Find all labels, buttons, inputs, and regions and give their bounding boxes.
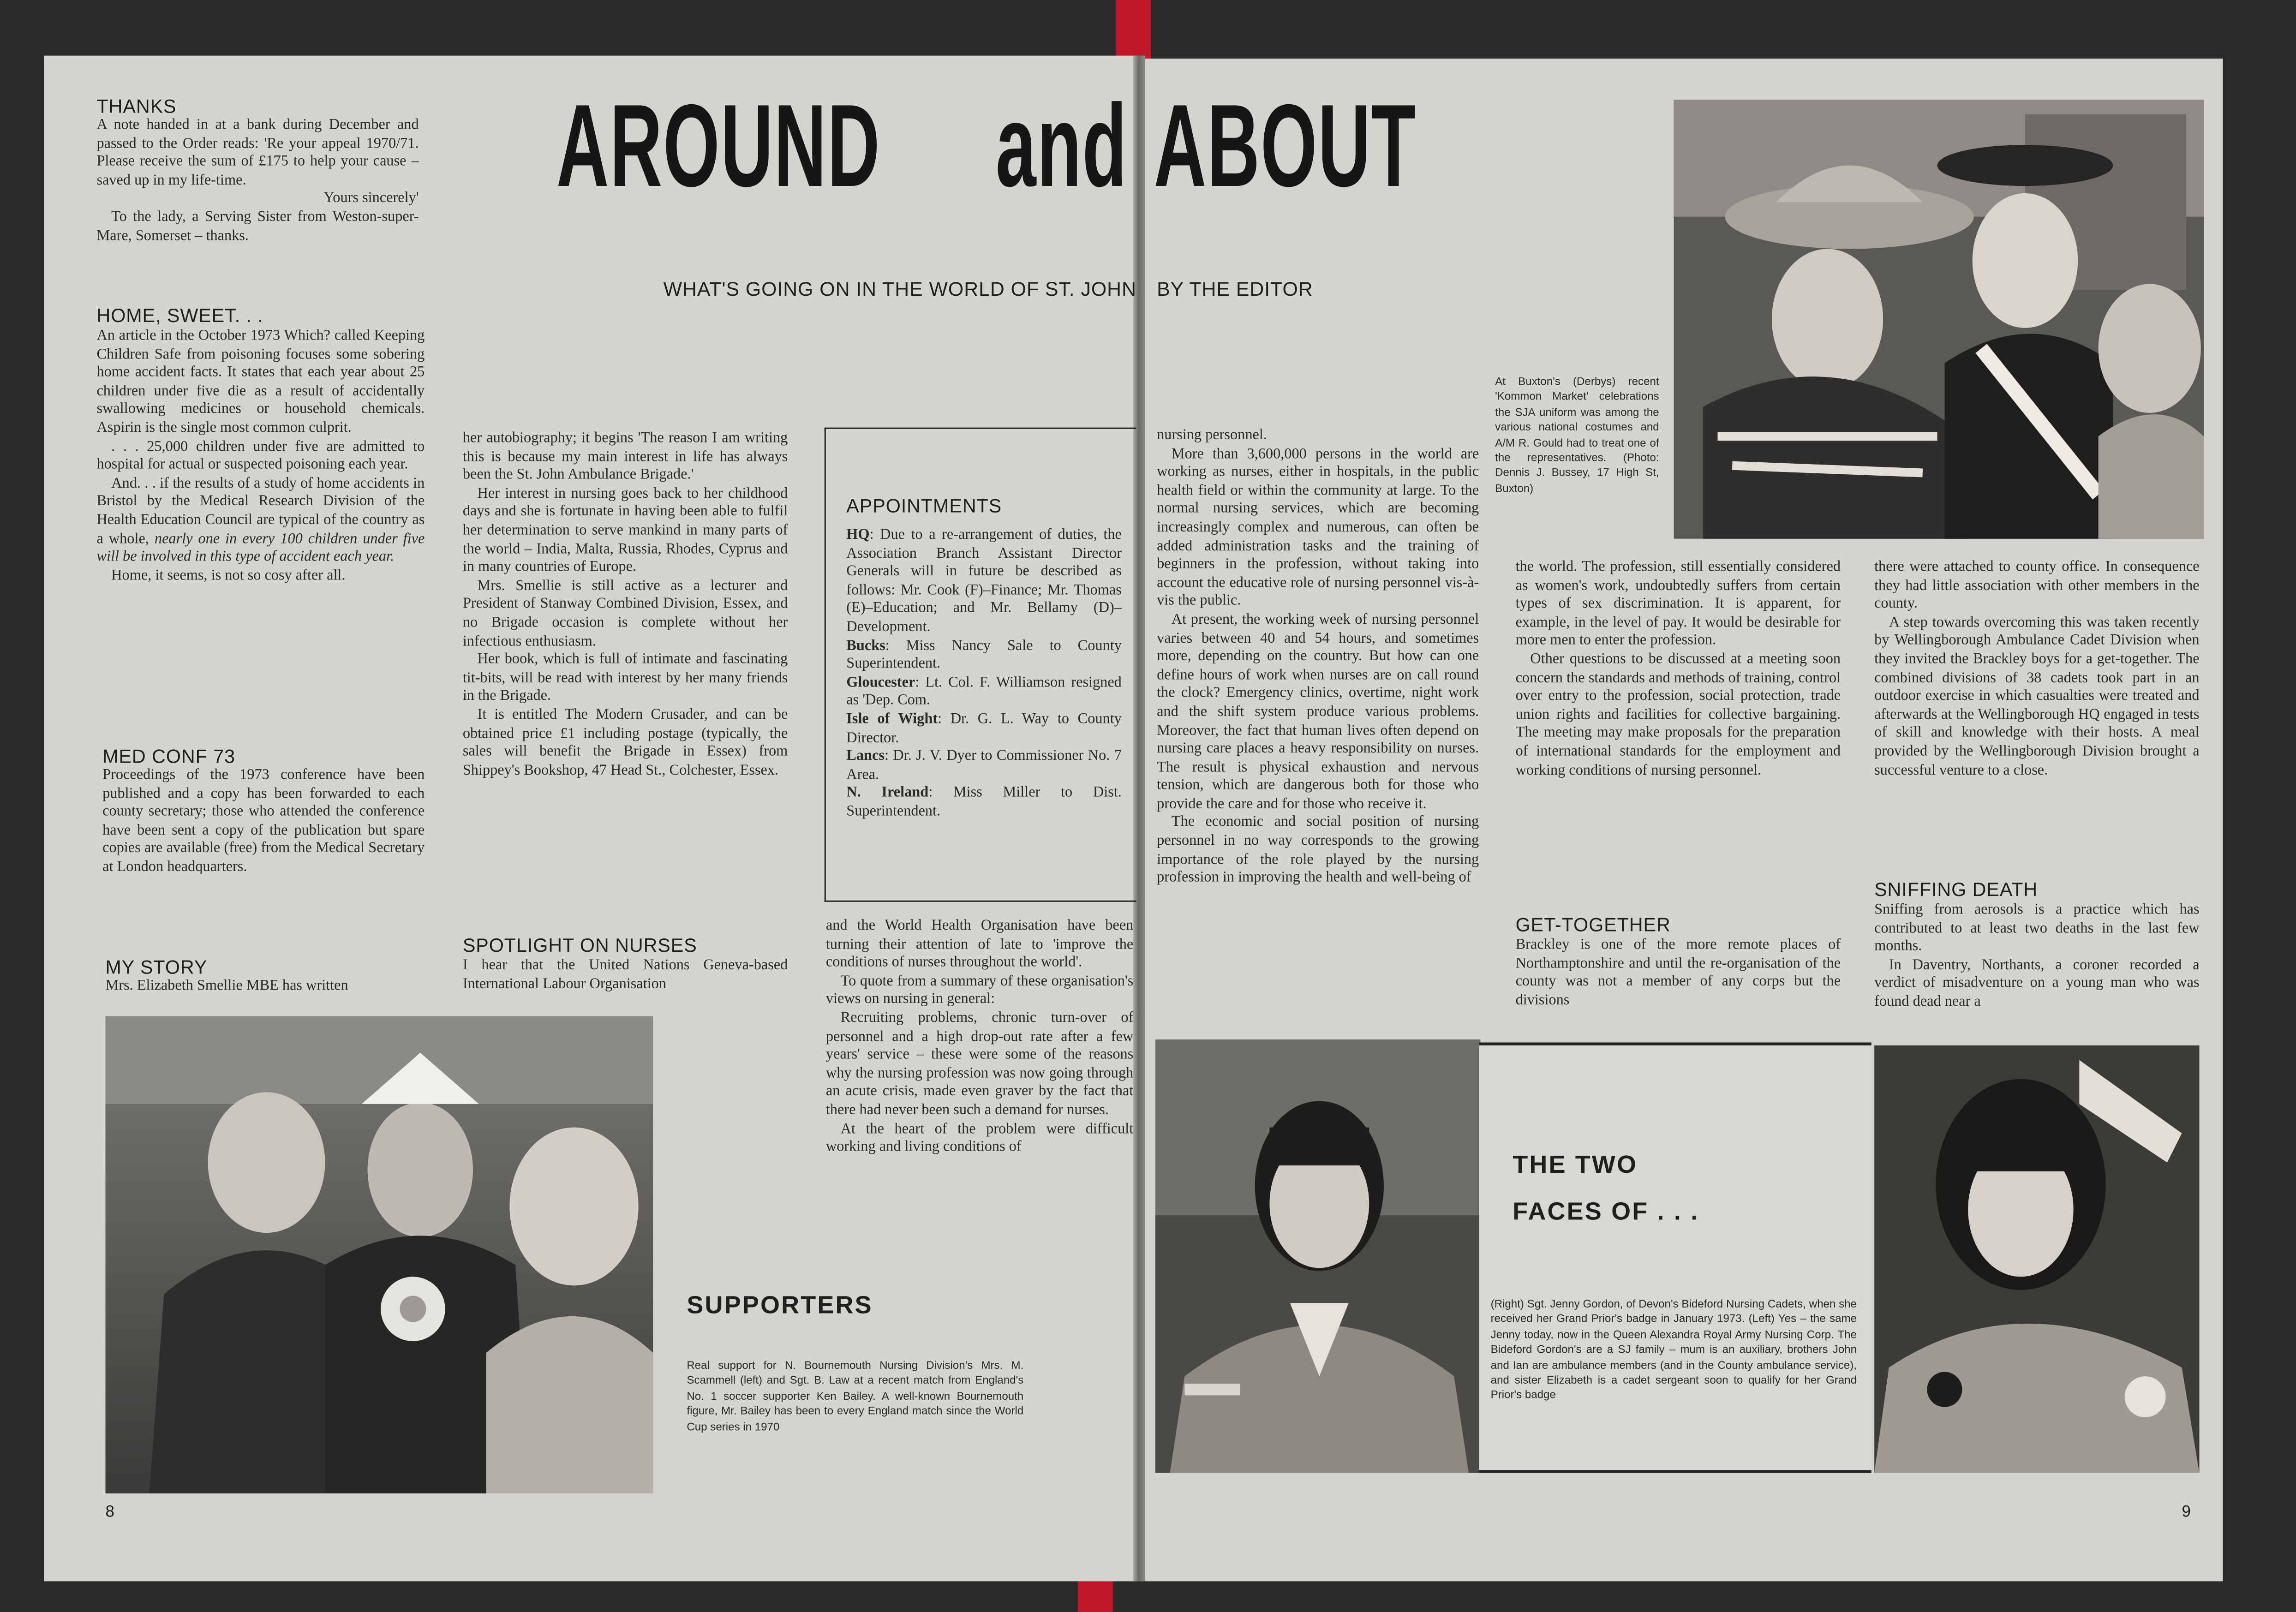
spotlight-p4: Recruiting problems, chronic turn-over of personnel and a high drop-out rate after a few years' service – these were some of the reasons why the nursing profession was now going through an acute crisis, made even graver by the fact that there had never been such a demand for nurses. xyxy=(825,1010,1134,1119)
sniffing-body xyxy=(1874,902,2200,1013)
my-story-p1: Mrs. Elizabeth Smellie MBE has written xyxy=(105,978,348,994)
two-faces-heading-2: FACES OF . . . xyxy=(1513,1197,1699,1226)
get-together-p1: Brackley is one of the more remote places of Northamptonshire and until the re-organisation of the county was not a member of any corps but the divisions xyxy=(1515,937,1841,1009)
spotlight-p8: At present, the working week of nursing personnel varies between 40 and 54 hours, and sometimes more, depending on the country. But how can one define hours of work when nurses are on call round the clock? Emergency clinics, overtime, night work and the shift system produce various problems. Moreover, the fact that human lives often depend on nursing care places a heavy responsibility on nurses. The result is physical exhaustion and nervous tension, which are dangerous both for those who provide the care and for those who receive it. xyxy=(1157,612,1479,812)
get-together-p3: A step towards overcoming this was taken recently by Wellingborough Ambulance Cadet Division when they invited the Brackley boys for a get-together. The combined divisions of 38 cadets took part in an outdoor exercise in which casualties were treated and afterwards at the Wellingborough HQ engaged in tests of skill and knowledge with their hosts. A meal provided by the Wellingborough Division brought a successful venture to a close. xyxy=(1874,615,2200,778)
spotlight-body-right-2 xyxy=(1516,559,1841,781)
get-together-p2: there were attached to county office. In consequence they had little association with other members in the county. xyxy=(1874,559,2200,613)
appt-glos-label: Gloucester xyxy=(846,675,915,691)
appt-bucks xyxy=(846,638,1122,675)
spotlight-body-right xyxy=(1157,428,1479,889)
appt-glos-text: : Lt. Col. F. Williamson resigned as 'Dep. Com. xyxy=(846,675,1122,710)
two-faces-panel xyxy=(1479,1043,1871,1473)
sniffing-p2: In Daventry, Northants, a coroner recorded a verdict of misadventure on a young man who was found dead near a xyxy=(1874,957,2200,1010)
my-story-heading: MY STORY xyxy=(105,956,208,978)
spotlight-p10: the world. The profession, still essentially considered as women's work, undoubtedly suffers from certain types of sex discrimination. It is apparent, for example, in the level of pay. It would be desirable for more men to enter the profession. xyxy=(1515,559,1841,650)
appt-bucks-label: Bucks xyxy=(846,638,885,654)
appointments-heading: APPOINTMENTS xyxy=(846,495,1002,517)
appt-lancs-text: : Dr. J. V. Dyer to Commissioner No. 7 Area. xyxy=(846,748,1122,783)
two-faces-heading-1: THE TWO xyxy=(1513,1151,1638,1179)
spotlight-p2: and the World Health Organisation have been turning their attention of late to 'improve the conditions of nurses throughout the world'. xyxy=(825,918,1134,971)
home-sweet-p2: . . . 25,000 children under five are admitted to hospital for actual or suspected poisoning each year. xyxy=(96,438,425,473)
appt-ni-label: N. Ireland xyxy=(846,785,929,801)
spotlight-p7: More than 3,600,000 persons in the world are working as nurses, either in hospitals, in the public health field or within the community at large. To the normal nursing services, which are becoming increasingly complex and numerous, can often be added administration tasks and the training of beginners in the profession, without taking into account the educative role of nursing personnel vis-à-vis the public. xyxy=(1157,446,1479,610)
appt-ni xyxy=(846,785,1122,822)
spotlight-p9: The economic and social position of nursing personnel in no way corresponds to the growing importance of the role played by the nursing profession in improving the health and well-being of xyxy=(1157,814,1479,886)
title-about: ABOUT xyxy=(1154,80,1417,211)
my-story-body-start xyxy=(105,978,427,997)
home-sweet-p3 xyxy=(96,476,425,568)
uniform-photo xyxy=(1155,1039,1481,1473)
home-sweet-p3a: And. . . if the results of a study of home accidents in Bristol by the Medical Research Division of the Health Education Council are typical of the country as a whole, xyxy=(96,475,425,547)
spotlight-body-mid xyxy=(826,918,1133,1158)
appointments-body xyxy=(846,527,1122,822)
appt-iow-text: : Dr. G. L. Way to County Director. xyxy=(846,711,1122,746)
sniffing-heading: SNIFFING DEATH xyxy=(1874,878,2038,901)
title-around: AROUND xyxy=(556,80,881,211)
appt-hq-label: HQ xyxy=(846,527,870,543)
two-faces-caption: (Right) Sgt. Jenny Gordon, of Devon's Bideford Nursing Cadets, when she received her Grand Prior's badge in January 1973. (Left) Yes – the same Jenny today, now in the Queen Alexandra Royal Army Nursing Corp. The Bideford Gordon's are a SJ family – mum is an auxiliary, brothers John and Ian are ambulance members (and in the County ambulance service), and sister Elizabeth is a cadet sergeant soon to qualify for her Grand Prior's badge xyxy=(1490,1297,1857,1402)
appt-bucks-text: : Miss Nancy Sale to County Superintendent. xyxy=(846,638,1122,673)
buxton-photo-image xyxy=(1674,100,2204,539)
home-sweet-p1: An article in the October 1973 Which? called Keeping Children Safe from poisoning focuses some sobering home accident facts. It states that each year about 25 children under five die as a result of accidentally swallowing medicines or household chemicals. Aspirin is the single most common culprit. xyxy=(96,328,425,436)
home-sweet-p4: Home, it seems, is not so cosy after all. xyxy=(111,567,346,584)
thanks-signoff: Yours sincerely' xyxy=(323,191,419,207)
cadet-photo-image xyxy=(1874,1045,2200,1473)
appt-hq-text: : Due to a re-arrangement of duties, the Association Branch Assistant Director Generals will in future be described as follows: Mr. Cook (F)–Finance; Mr. Thomas (E)–Education; and Mr. Bellamy (D)–Development. xyxy=(846,527,1122,636)
my-story-p3: Her interest in nursing goes back to her childhood days and she is fortunate in having been able to fulfil her determination to serve mankind in many parts of the world – India, Malta, Russia, Rhodes, Cyprus and in many countries of Europe. xyxy=(462,485,788,576)
med-conf-body xyxy=(102,767,425,878)
appt-iow-label: Isle of Wight xyxy=(846,711,938,728)
appt-ni-text: : Miss Miller to Dist. Superintendent. xyxy=(846,785,1122,820)
thanks-paragraph-2: To the lady, a Serving Sister from Weston-super-Mare, Somerset – thanks. xyxy=(96,209,419,244)
my-story-p2: her autobiography; it begins 'The reason I am writing this is because my main interest in life has always been the St. John Ambulance Brigade.' xyxy=(462,430,788,484)
med-conf-p1: Proceedings of the 1973 conference have been published and a copy has been forwarded to each county secretary; those who attended the conference have been sent a copy of the publication but spare copies are available (free) from the Medical Secretary at London headquarters. xyxy=(102,767,425,876)
appt-lancs-label: Lancs xyxy=(846,748,885,764)
home-sweet-body xyxy=(96,328,425,586)
appt-glos xyxy=(846,675,1122,711)
title-and: and xyxy=(995,80,1128,211)
spotlight-p11: Other questions to be discussed at a meeting soon concern the standards and methods of training, control over entry to the profession, social protection, trade union rights and facilities for collective bargaining. The meeting may make proposals for the preparation of international standards for the employment and working conditions of nursing personnel. xyxy=(1515,651,1841,778)
spotlight-p6: nursing personnel. xyxy=(1157,427,1267,444)
spotlight-p5: At the heart of the problem were difficult working and living conditions of xyxy=(825,1121,1134,1156)
my-story-p5: Her book, which is full of intimate and fascinating tit-bits, will be read with interest by her many friends in the Brigade. xyxy=(462,651,788,705)
supporters-heading: SUPPORTERS xyxy=(687,1291,873,1319)
uniform-photo-image xyxy=(1155,1039,1481,1473)
spotlight-p1: I hear that the United Nations Geneva-based International Labour Organisation xyxy=(462,957,788,992)
page-number-right: 9 xyxy=(2182,1504,2191,1522)
home-sweet-p3b: nearly one in every 100 children under five will be involved in this type of accident each year. xyxy=(96,531,425,566)
cadet-photo xyxy=(1874,1045,2200,1473)
home-sweet-heading: HOME, SWEET. . . xyxy=(96,304,263,327)
buxton-caption: At Buxton's (Derbys) recent 'Kommon Market' celebrations the SJA uniform was among the various national costumes and A/M R. Gould had to treat one of the representatives. (Photo: Dennis J. Bussey, 17 High St, Buxton) xyxy=(1495,375,1659,495)
my-story-body xyxy=(463,430,788,781)
supporters-photo-image xyxy=(105,1016,653,1493)
get-together-body-start xyxy=(1516,937,1841,1011)
my-story-p6: It is entitled The Modern Crusader, and can be obtained price £1 including postage (typically, the sales will benefit the Brigade in Essex) from Shippey's Bookshop, 47 Head St., Colchester, Essex. xyxy=(462,707,788,779)
supporters-photo xyxy=(105,1016,653,1493)
appt-hq xyxy=(846,527,1122,638)
subtitle-left: WHAT'S GOING ON IN THE WORLD OF ST. JOHN xyxy=(663,278,1136,300)
appt-iow xyxy=(846,711,1122,748)
spotlight-body-start xyxy=(463,957,788,994)
subtitle-right: BY THE EDITOR xyxy=(1157,278,1313,300)
thanks-heading: THANKS xyxy=(96,95,177,117)
my-story-p4: Mrs. Smellie is still active as a lecturer and President of Stanway Combined Division, Essex, and no Brigade occasion is complete without her infectious enthusiasm. xyxy=(462,578,788,650)
thanks-paragraph: A note handed in at a bank during December and passed to the Order reads: 'Re your appeal 1970/71. Please receive the sum of £175 to help your cause – saved up in my life-time. xyxy=(96,117,419,189)
get-together-body xyxy=(1874,559,2200,781)
page-number-left: 8 xyxy=(105,1504,114,1522)
get-together-heading: GET-TOGETHER xyxy=(1515,913,1671,936)
sniffing-p1: Sniffing from aerosols is a practice which has contributed to at least two deaths in the last few months. xyxy=(1874,902,2200,955)
spotlight-heading: SPOTLIGHT ON NURSES xyxy=(462,934,697,956)
buxton-photo xyxy=(1674,100,2204,539)
spotlight-p3: To quote from a summary of these organisation's views on nursing in general: xyxy=(825,973,1134,1008)
appt-lancs xyxy=(846,748,1122,785)
med-conf-heading: MED CONF 73 xyxy=(102,745,235,767)
supporters-caption: Real support for N. Bournemouth Nursing Division's Mrs. M. Scammell (left) and Sgt. B. Law at a recent match from England's No. 1 soccer supporter Ken Bailey. A well-known Bournemouth figure, Mr. Bailey has been to every England match since the World Cup series in 1970 xyxy=(687,1359,1024,1433)
thanks-body xyxy=(96,117,419,246)
